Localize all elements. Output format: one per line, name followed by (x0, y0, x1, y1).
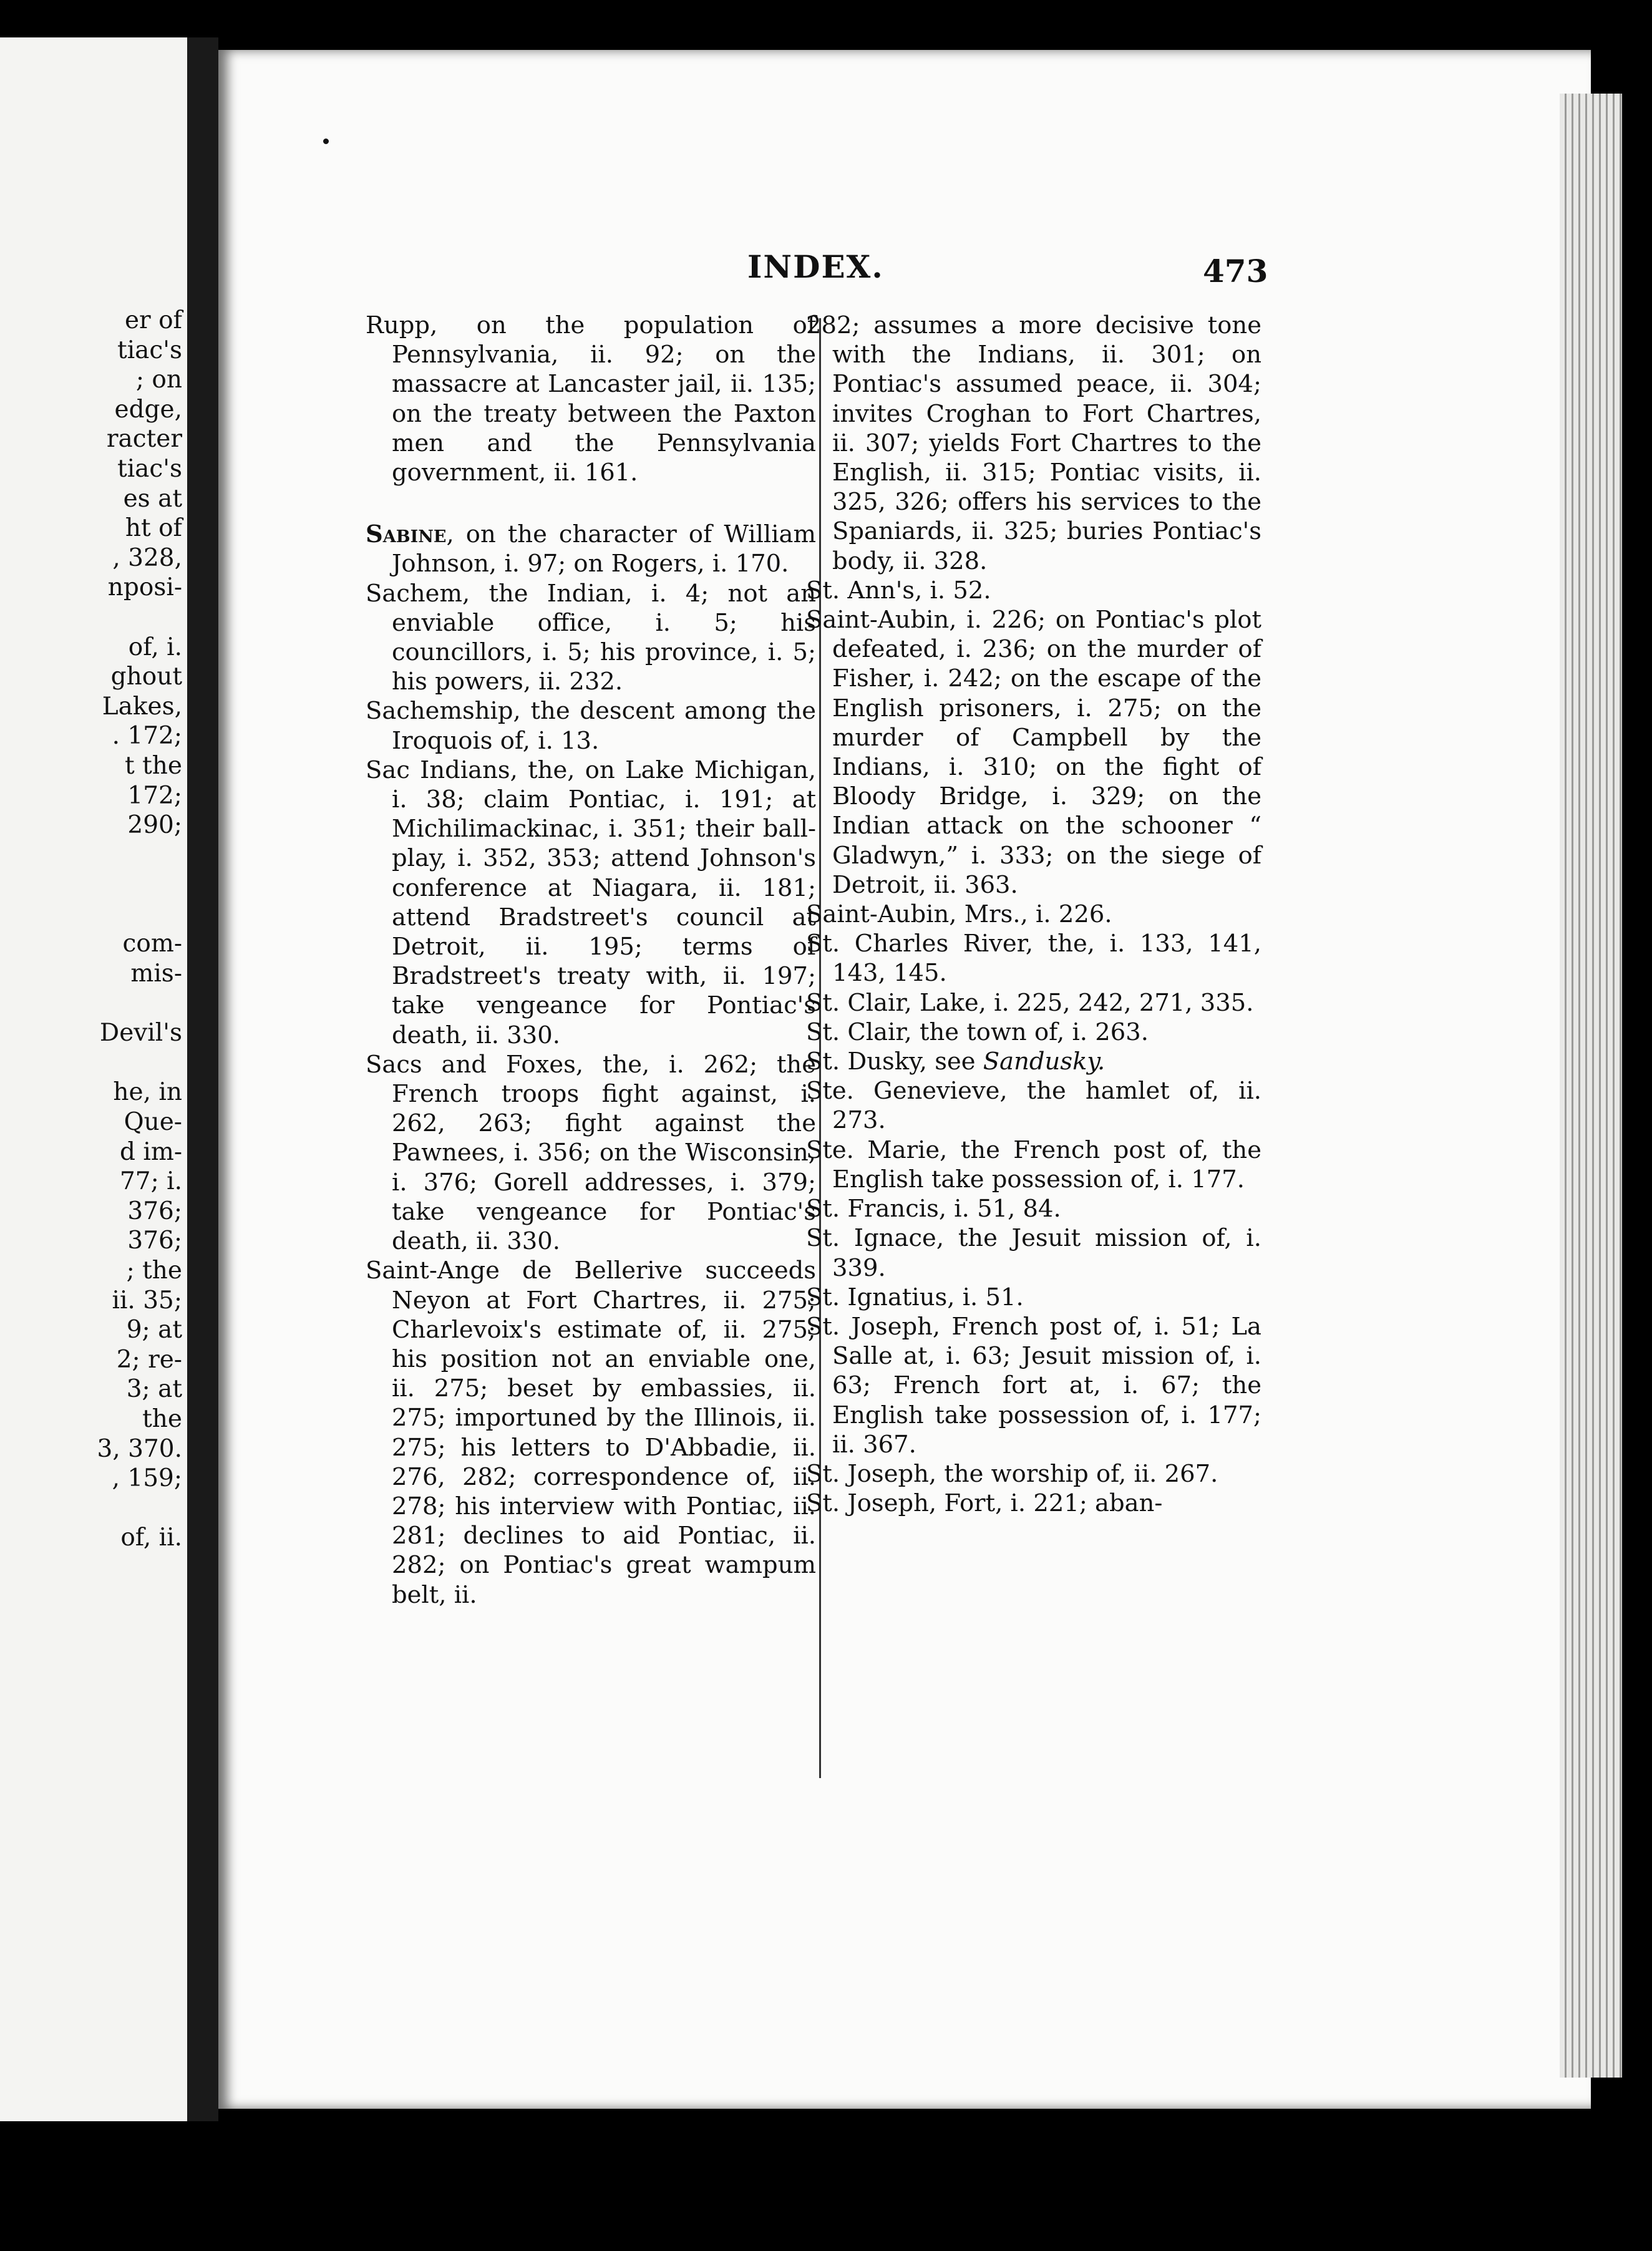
index-entry (806, 988, 1261, 1018)
facing-page-fragment: tiac's (117, 454, 182, 483)
index-entry (806, 1283, 1261, 1312)
index-entry-heading: St. Joseph (806, 1312, 933, 1341)
index-entry-text: , see (919, 1048, 983, 1076)
index-entry-heading: Ste. Marie (806, 1135, 940, 1164)
index-entry-heading: Sabine (366, 520, 447, 549)
index-entry (366, 311, 816, 487)
facing-page-fragment: es at (123, 484, 182, 513)
facing-page-fragment: er of (124, 306, 182, 334)
index-entry (806, 929, 1261, 988)
facing-page-fragment: ghout (110, 663, 182, 691)
index-entry-heading: Sac Indians (366, 756, 510, 784)
index-entry-text: succeeds Neyon at Fort Chartres, ii. 275; Charlevoix's estimate of, ii. 275; his position not an enviable one, ii. 275; beset by embassies, ii. 275; importuned by the Illinois, ii. 275; his letters to D'Abbadie, ii. 276, 282; correspondence of, ii. 278; his interview with Pontiac, ii. 281; declines to aid Pontiac, ii. 282; on Pontiac's great wampum belt, ii. (392, 1257, 817, 1609)
index-entry (806, 311, 1261, 576)
facing-page-fragment: ; the (126, 1257, 182, 1285)
index-entry (806, 1459, 1261, 1489)
index-entry-heading: Saint-Aubin (806, 606, 950, 634)
facing-page-fragment: the (142, 1404, 182, 1433)
index-entry-heading: St. Ignace (806, 1224, 936, 1253)
index-column-left (366, 311, 816, 1610)
index-entry-heading: St. Joseph (806, 1459, 929, 1488)
index-entry (366, 1256, 816, 1609)
facing-page-fragment (0, 870, 182, 900)
index-entry (806, 1135, 1261, 1194)
facing-page-fragment: Devil's (99, 1019, 182, 1048)
index-entry-heading: St. Ignatius (806, 1283, 948, 1311)
index-entry (806, 605, 1261, 900)
index-entry-text: , the, i. 133, 141, 143, 145. (832, 930, 1261, 988)
facing-page-fragment: . 172; (112, 722, 182, 751)
index-entry (806, 1047, 1261, 1076)
page-edges (1560, 94, 1622, 2078)
facing-page-fragment: 290; (127, 811, 182, 840)
index-entry-crossref: Sandusky. (983, 1048, 1105, 1076)
index-entry-text: , the French post of, the English take possession of, i. 177. (832, 1135, 1262, 1194)
index-entry-text: , i. 226. (1020, 900, 1112, 929)
facing-page-fragment (0, 900, 182, 930)
index-entry-text: , the hamlet of, ii. 273. (832, 1077, 1262, 1135)
facing-page-fragment: of, ii. (120, 1524, 182, 1552)
index-entry (806, 576, 1261, 605)
facing-page-fragment (0, 603, 182, 633)
index-entry (806, 1076, 1261, 1135)
index-entry (806, 1194, 1261, 1223)
index-entry-text: , the Jesuit mission of, i. 339. (832, 1224, 1261, 1282)
index-entry (806, 1489, 1261, 1518)
scan-speck (323, 139, 329, 144)
facing-page-fragment: , 159; (112, 1464, 182, 1493)
facing-page-fragment: racter (106, 425, 182, 454)
index-entry-text: , on the population of Pennsylvania, ii. 92; on the massacre at Lancaster jail, ii. 135; on the treaty between the Paxton men and the Pennsylvania government, ii. 161. (392, 311, 816, 487)
facing-page-fragment: Lakes, (102, 692, 182, 721)
index-entry (366, 696, 816, 755)
facing-page-fragment (0, 1494, 182, 1524)
facing-page-fragment: he, in (113, 1078, 182, 1107)
index-column-right (806, 311, 1261, 1518)
page-number: 473 (1203, 253, 1268, 289)
index-entry-text: , i. 51. (947, 1283, 1024, 1311)
index-entry-text: 282; assumes a more decisive tone with the Indians, ii. 301; on Pontiac's assumed peace, ii. 304; invites Croghan to Fort Chartres, ii. 307; yields Fort Chartres to the English, ii. 315; Pontiac visits, ii. 325, 326; offers his services to the Spaniards, ii. 325; buries Pontiac's body, ii. 328. (806, 311, 1261, 575)
index-entry (366, 579, 816, 697)
facing-page-fragment (0, 1048, 182, 1078)
facing-page-text-fragments (0, 306, 182, 1553)
facing-page-fragment: 3; at (126, 1375, 182, 1404)
index-entry-text: , the town of, i. 263. (904, 1018, 1149, 1046)
index-entry-heading: St. Joseph, Fort (806, 1489, 996, 1518)
index-entry-text: , the worship of, ii. 267. (928, 1459, 1218, 1488)
facing-page-fragment: edge, (114, 395, 182, 424)
facing-page-fragment: d im- (120, 1137, 182, 1166)
index-entry-heading: Sachem (366, 579, 462, 608)
facing-page-fragment: tiac's (117, 336, 182, 364)
index-entry-text: , the descent among the Iroquois of, i. 13. (392, 697, 816, 755)
index-entry (366, 520, 816, 578)
facing-page-fragment: nposi- (107, 573, 182, 602)
facing-page-fragment: , 328, (112, 543, 182, 572)
index-entry-heading: St. Clair (806, 1018, 905, 1046)
facing-page-fragment: 9; at (126, 1316, 182, 1344)
facing-page-fragment: mis- (130, 960, 182, 988)
index-entry (806, 1312, 1261, 1459)
index-entry-text: , i. 52. (915, 576, 991, 605)
index-entry-text: , on the character of William Johnson, i. 97; on Rogers, i. 170. (392, 520, 816, 578)
facing-page-fragment: ht of (125, 514, 182, 543)
facing-page-fragment: 77; i. (119, 1167, 182, 1196)
facing-page-fragment: ii. 35; (112, 1286, 182, 1315)
index-entry-text: , i. 225, 242, 271, 335. (978, 988, 1254, 1017)
index-entry-heading: Rupp (366, 311, 430, 339)
index-entry-heading: St. Charles River (806, 930, 1026, 958)
facing-page-fragment: of, i. (128, 633, 182, 661)
facing-page-fragment: Que- (124, 1108, 182, 1137)
index-entry-heading: Sachemship (366, 697, 513, 726)
index-entry (806, 900, 1261, 929)
index-entry-heading: Saint-Aubin, Mrs. (806, 900, 1021, 929)
index-entry-text: , French post of, i. 51; La Salle at, i. 63; Jesuit mission of, i. 63; French fort at, i. 67; the English take possession of, i. 177; ii. 367. (832, 1312, 1261, 1459)
index-entry-text: , i. 51, 84. (938, 1195, 1061, 1223)
index-entry (806, 1223, 1261, 1282)
index-entry-heading: St. Francis (806, 1195, 939, 1223)
index-entry-text: , i. 221; aban- (995, 1489, 1163, 1518)
facing-page-fragment: 3, 370. (97, 1434, 182, 1463)
facing-page-fragment: 376; (127, 1227, 182, 1255)
facing-page-fragment (0, 989, 182, 1019)
page-title: INDEX. (747, 248, 884, 285)
index-entry-text: , the, on Lake Michigan, i. 38; claim Pontiac, i. 191; at Michilimackinac, i. 351; their ball-play, i. 352, 353; attend Johnson's conference at Niagara, ii. 181; attend Bradstreet's council at Detroit, ii. 195; terms of Bradstreet's treaty with, ii. 197; take vengeance for Pontiac's death, ii. 330. (392, 756, 816, 1049)
facing-page-fragment: ; on (135, 366, 182, 394)
facing-page-fragment: 172; (127, 781, 182, 810)
facing-page-fragment: 2; re- (116, 1345, 182, 1374)
index-entry-heading: Sacs and Foxes (366, 1050, 576, 1079)
index-entry-heading: St. Ann's (806, 576, 915, 605)
facing-page-fragment: 376; (127, 1197, 182, 1225)
index-entry (806, 1018, 1261, 1047)
index-entry (366, 1050, 816, 1256)
index-entry-heading: St. Dusky (806, 1048, 920, 1076)
facing-page-fragment: t the (125, 751, 182, 780)
facing-page (0, 37, 187, 2121)
index-entry-heading: St. Clair, Lake (806, 988, 979, 1017)
index-entry-heading: Saint-Ange de Bellerive (366, 1257, 683, 1285)
index-entry-text: , the, i. 262; the French troops fight against, i. 262, 263; fight against the Pawnees, i. 356; on the Wisconsin, i. 376; Gorell addresses, i. 379; take vengeance for Pontiac's death, ii. 330. (392, 1050, 816, 1256)
facing-page-fragment: com- (122, 930, 182, 958)
index-entry-text: , the Indian, i. 4; not an enviable office, i. 5; his councillors, i. 5; his province, i. 5; his powers, ii. 232. (392, 579, 816, 696)
facing-page-fragment (0, 840, 182, 870)
index-entry-text: , i. 226; on Pontiac's plot defeated, i. 236; on the murder of Fisher, i. 242; on the escape of the English prisoners, i. 275; on the murder of Campbell by the Indians, i. 310; on the fight of Bloody Bridge, i. 329; on the Indian attack on the schooner “ Gladwyn,” i. 333; on the siege of Detroit, ii. 363. (832, 606, 1261, 899)
index-entry (366, 756, 816, 1050)
book-gutter (187, 37, 218, 2121)
index-entry-heading: Ste. Genevieve (806, 1077, 1000, 1106)
